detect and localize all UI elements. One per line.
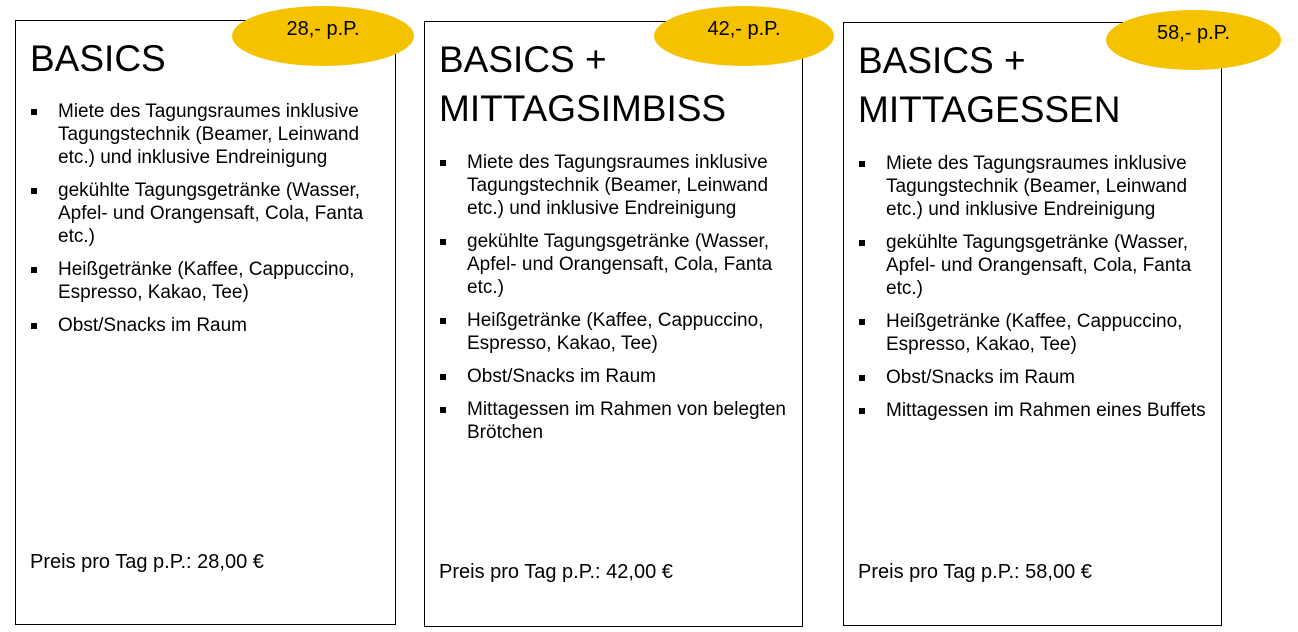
price-per-day: Preis pro Tag p.P.: 58,00 € — [858, 561, 1092, 583]
square-bullet-icon — [31, 323, 37, 329]
square-bullet-icon — [31, 109, 37, 115]
feature-item — [858, 152, 1213, 221]
square-bullet-icon — [440, 374, 446, 380]
feature-list — [858, 152, 1213, 432]
square-bullet-icon — [31, 267, 37, 273]
feature-item — [858, 231, 1213, 300]
feature-text: Heißgetränke (Kaffee, Cappuccino, Espresso, Kakao, Tee) — [886, 311, 1183, 355]
package-title: BASICS — [30, 38, 166, 79]
feature-text: gekühlte Tagungsgetränke (Wasser, Apfel- und Orangensaft, Cola, Fanta etc.) — [886, 232, 1192, 299]
feature-text: Heißgetränke (Kaffee, Cappuccino, Espresso, Kakao, Tee) — [467, 310, 764, 354]
feature-item — [439, 398, 794, 444]
square-bullet-icon — [859, 375, 865, 381]
square-bullet-icon — [31, 188, 37, 194]
package-title-line2: MITTAGSIMBISS — [439, 88, 727, 129]
feature-text: Miete des Tagungsraumes inklusive Tagungstechnik (Beamer, Leinwand etc.) und inklusive Endreinigung — [58, 101, 360, 168]
price-per-day: Preis pro Tag p.P.: 28,00 € — [30, 551, 264, 573]
square-bullet-icon — [859, 240, 865, 246]
feature-item — [30, 314, 387, 337]
feature-list — [30, 100, 387, 347]
feature-item — [30, 258, 387, 304]
feature-text: Mittagessen im Rahmen eines Buffets — [886, 400, 1206, 421]
feature-item — [439, 230, 794, 299]
feature-text: Obst/Snacks im Raum — [467, 366, 656, 387]
feature-item — [439, 365, 794, 388]
feature-item — [858, 310, 1213, 356]
package-card-mittagessen — [843, 22, 1222, 626]
feature-item — [30, 100, 387, 169]
feature-text: gekühlte Tagungsgetränke (Wasser, Apfel- und Orangensaft, Cola, Fanta etc.) — [467, 231, 773, 298]
square-bullet-icon — [440, 318, 446, 324]
feature-text: Miete des Tagungsraumes inklusive Tagungstechnik (Beamer, Leinwand etc.) und inklusive Endreinigung — [886, 153, 1188, 220]
feature-item — [439, 151, 794, 220]
feature-list — [439, 151, 794, 454]
feature-item — [858, 366, 1213, 389]
feature-text: Obst/Snacks im Raum — [58, 315, 247, 336]
price-badge: 28,- p.P. — [232, 6, 414, 66]
price-per-day: Preis pro Tag p.P.: 42,00 € — [439, 561, 673, 583]
feature-item — [30, 179, 387, 248]
square-bullet-icon — [440, 239, 446, 245]
feature-item — [858, 399, 1213, 422]
price-badge: 42,- p.P. — [654, 6, 834, 66]
package-card-basics — [15, 20, 396, 625]
feature-text: Miete des Tagungsraumes inklusive Tagungstechnik (Beamer, Leinwand etc.) und inklusive Endreinigung — [467, 152, 769, 219]
feature-text: Obst/Snacks im Raum — [886, 367, 1075, 388]
feature-text: Heißgetränke (Kaffee, Cappuccino, Espresso, Kakao, Tee) — [58, 259, 355, 303]
feature-item — [439, 309, 794, 355]
square-bullet-icon — [440, 160, 446, 166]
package-card-mittagsimbiss — [424, 21, 803, 627]
feature-text: Mittagessen im Rahmen von belegten Brötchen — [467, 399, 786, 443]
package-title-line1: BASICS + — [439, 39, 607, 80]
package-title-line2: MITTAGESSEN — [858, 89, 1121, 130]
square-bullet-icon — [859, 408, 865, 414]
package-title-line1: BASICS + — [858, 40, 1026, 81]
price-badge: 58,- p.P. — [1106, 10, 1281, 70]
feature-text: gekühlte Tagungsgetränke (Wasser, Apfel- und Orangensaft, Cola, Fanta etc.) — [58, 180, 364, 247]
square-bullet-icon — [859, 161, 865, 167]
square-bullet-icon — [440, 407, 446, 413]
square-bullet-icon — [859, 319, 865, 325]
